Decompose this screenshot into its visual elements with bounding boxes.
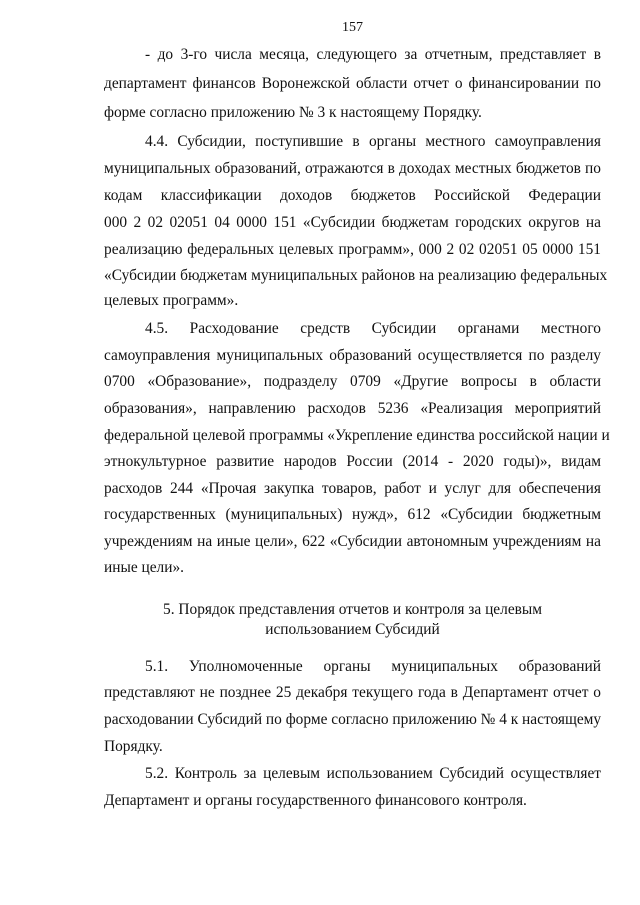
text-line: представляют не позднее 25 декабря текущего года в Департамент отчет о (104, 684, 601, 701)
text-line: образования», направлению расходов 5236 «Реализация мероприятий (104, 400, 601, 417)
text-line: 4.4. Субсидии, поступившие в органы местного самоуправления (145, 133, 601, 150)
text-line: расходовании Субсидий по форме согласно приложению № 4 к настоящему (104, 711, 602, 728)
text-line: 5.2. Контроль за целевым использованием Субсидий осуществляет (145, 765, 601, 782)
text-line: департамент финансов Воронежской области отчет о финансировании по (104, 75, 601, 92)
text-line: 5.1. Уполномоченные органы муниципальных образований (145, 658, 601, 675)
text-line: реализацию федеральных целевых программ», 000 2 02 02051 05 0000 151 (104, 241, 601, 258)
text-line: кодам классификации доходов бюджетов Российской Федерации (104, 187, 601, 204)
text-line: самоуправления муниципальных образований осуществляется по разделу (104, 347, 601, 364)
text-line: Порядку. (104, 738, 163, 755)
text-line: государственных (муниципальных) нужд», 612 «Субсидии бюджетным (104, 506, 601, 523)
text-line: - до 3-го числа месяца, следующего за отчетным, представляет в (145, 46, 601, 63)
text-line: 000 2 02 02051 04 0000 151 «Субсидии бюджетам городских округов на (104, 214, 601, 231)
text-line: федеральной целевой программы «Укрепление единства российской нации и (104, 427, 610, 444)
text-line: «Субсидии бюджетам муниципальных районов на реализацию федеральных (104, 267, 608, 284)
text-line: 0700 «Образование», подразделу 0709 «Другие вопросы в области (104, 373, 601, 390)
page-number: 157 (342, 20, 363, 35)
text-line: иные цели». (104, 559, 185, 576)
text-line: этнокультурное развитие народов России (2014 - 2020 годы)», видам (104, 453, 601, 470)
text-line: 4.5. Расходование средств Субсидии органами местного (145, 320, 601, 337)
heading-line: 5. Порядок представления отчетов и контроля за целевым (163, 601, 542, 618)
text-line: учреждениям на иные цели», 622 «Субсидии автономным учреждениям на (104, 533, 601, 550)
text-line: муниципальных образований, отражаются в доходах местных бюджетов по (104, 160, 601, 177)
text-line: целевых программ». (104, 292, 239, 309)
text-line: форме согласно приложению № 3 к настоящему Порядку. (104, 104, 482, 121)
text-line: Департамент и органы государственного финансового контроля. (104, 792, 527, 809)
heading-line: использованием Субсидий (265, 621, 440, 638)
text-line: расходов 244 «Прочая закупка товаров, работ и услуг для обеспечения (104, 480, 601, 497)
